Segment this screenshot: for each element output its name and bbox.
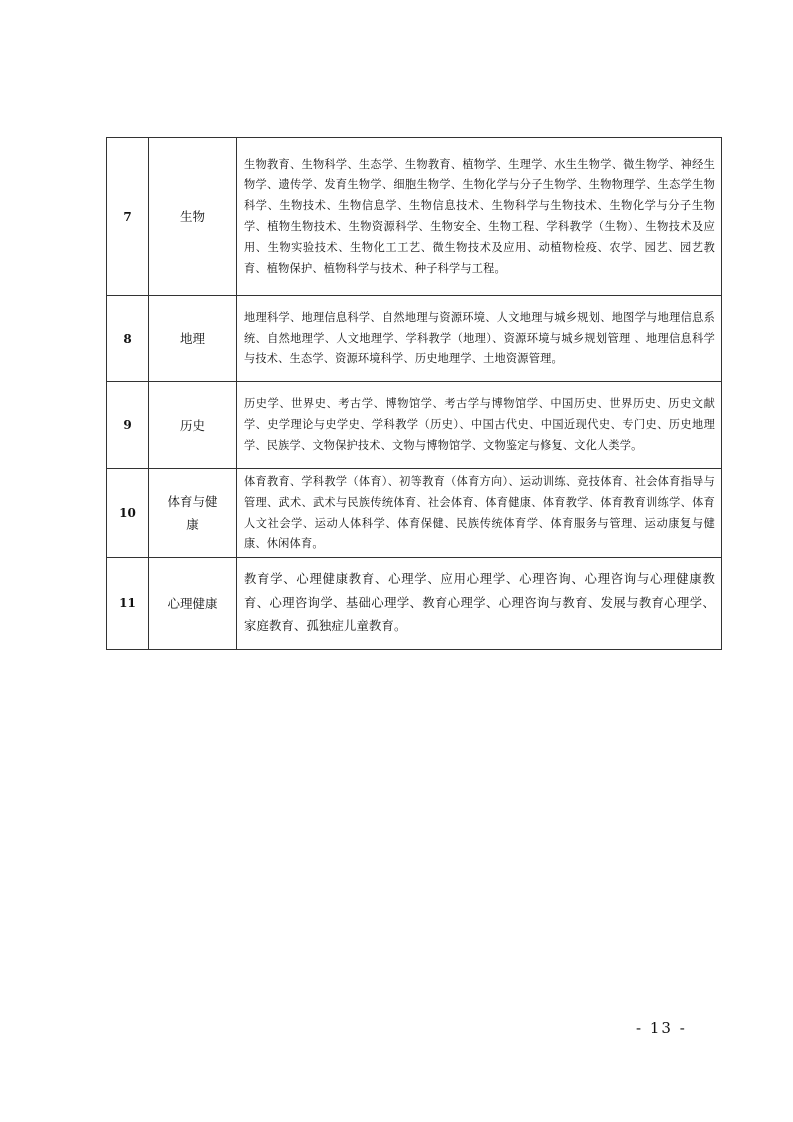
- major-list: 历史学、世界史、考古学、博物馆学、考古学与博物馆学、中国历史、世界历史、历史文献学、史学理论与史学史、学科教学（历史）、中国古代史、中国近现代史、专门史、历史地理学、民族学、文物保护技术、文物与博物馆学、文物鉴定与修复、文化人类学。: [237, 382, 722, 469]
- subject-name: 历史: [149, 382, 237, 469]
- page-number: - 13 -: [636, 1019, 687, 1037]
- table-row: [107, 382, 722, 469]
- row-number: 7: [107, 138, 149, 296]
- major-list: 体育教育、学科教学（体育）、初等教育（体育方向）、运动训练、竞技体育、社会体育指导与管理、武术、武术与民族传统体育、社会体育、体育健康、体育教学、体育教育训练学、体育人文社会学、运动人体科学、体育保健、民族传统体育学、体育服务与管理、运动康复与健康、休闲体育。: [237, 469, 722, 558]
- row-number: 8: [107, 296, 149, 382]
- major-requirements-table: [106, 137, 722, 650]
- major-list: 教育学、心理健康教育、心理学、应用心理学、心理咨询、心理咨询与心理健康教育、心理咨询学、基础心理学、教育心理学、心理咨询与教育、发展与教育心理学、家庭教育、孤独症儿童教育。: [237, 558, 722, 650]
- table-row: [107, 138, 722, 296]
- subject-name: 心理健康: [149, 558, 237, 650]
- row-number: 11: [107, 558, 149, 650]
- subject-name: 体育与健康: [149, 469, 237, 558]
- major-list: 地理科学、地理信息科学、自然地理与资源环境、人文地理与城乡规划、地图学与地理信息系统、自然地理学、人文地理学、学科教学（地理）、资源环境与城乡规划管理 、地理信息科学与技术、生态学、资源环境科学、历史地理学、土地资源管理。: [237, 296, 722, 382]
- subject-name: 生物: [149, 138, 237, 296]
- table-row: [107, 469, 722, 558]
- subject-name: 地理: [149, 296, 237, 382]
- table-row: [107, 296, 722, 382]
- row-number: 9: [107, 382, 149, 469]
- row-number: 10: [107, 469, 149, 558]
- major-list: 生物教育、生物科学、生态学、生物教育、植物学、生理学、水生生物学、微生物学、神经生物学、遗传学、发育生物学、细胞生物学、生物化学与分子生物学、生物物理学、生态学生物科学、生物技术、生物信息学、生物信息技术、生物科学与生物技术、生物化学与分子生物学、植物生物技术、生物资源科学、生物安全、生物工程、学科教学（生物）、生物技术及应用、生物实验技术、生物化工工艺、微生物技术及应用、动植物检疫、农学、园艺、园艺教育、植物保护、植物科学与技术、种子科学与工程。: [237, 138, 722, 296]
- table-row: [107, 558, 722, 650]
